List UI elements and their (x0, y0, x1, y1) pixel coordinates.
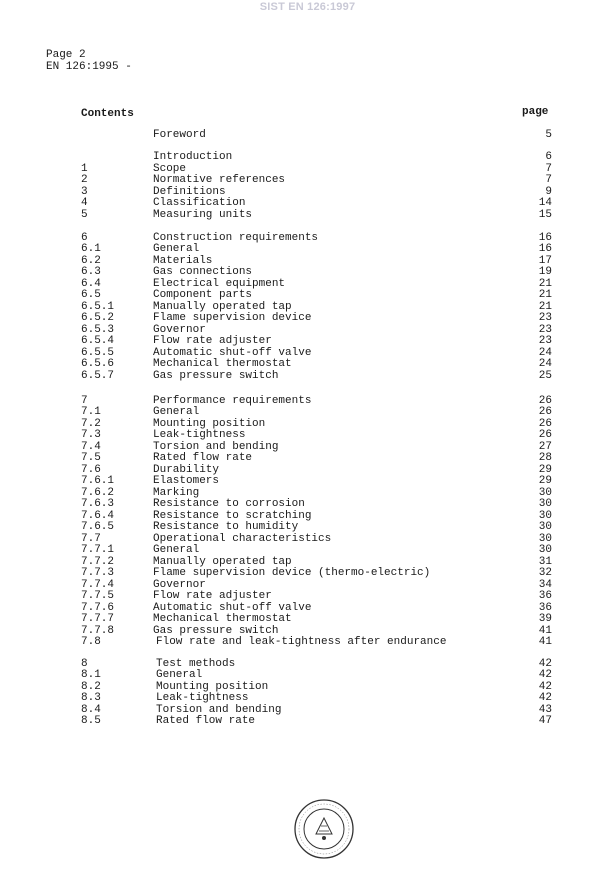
toc-section-title: Classification (153, 197, 246, 209)
toc-page-number: 42 (538, 669, 552, 681)
toc-section-number: 7.7.4 (81, 579, 115, 591)
toc-section-number: 6.5.7 (81, 370, 115, 382)
toc-page-number: 41 (538, 625, 552, 637)
toc-section-number: 6.1 (81, 243, 101, 255)
toc-section-number: 5 (81, 209, 88, 221)
toc-page-number: 19 (538, 266, 552, 278)
toc-page-number: 30 (538, 498, 552, 510)
toc-section-number: 7.7.2 (81, 556, 115, 568)
toc-section-title: Measuring units (153, 209, 253, 221)
toc-row (0, 175, 615, 187)
toc-section-number: 7.6.1 (81, 475, 115, 487)
toc-page-number: 23 (538, 312, 552, 324)
toc-row (0, 545, 615, 557)
toc-page-number: 34 (538, 579, 552, 591)
document-id: EN 126:1995 - (46, 61, 132, 73)
toc-section-title: Performance requirements (153, 395, 312, 407)
toc-section-number: 6.5.6 (81, 358, 115, 370)
toc-row (0, 522, 615, 534)
toc-section-title: Materials (153, 255, 213, 267)
toc-section-title: Durability (153, 464, 220, 476)
toc-section-number: 1 (81, 163, 88, 175)
toc-section-title: Definitions (153, 186, 226, 198)
toc-section-number: 7.3 (81, 429, 101, 441)
toc-section-title: Elastomers (153, 475, 220, 487)
toc-row (0, 670, 615, 682)
toc-section-number: 8.4 (81, 704, 101, 716)
toc-section-number: 7.6 (81, 464, 101, 476)
toc-page-number: 6 (545, 151, 552, 163)
toc-section-title: Flame supervision device (thermo-electric) (153, 567, 431, 579)
toc-page-number: 9 (545, 186, 552, 198)
watermark: SIST EN 126:1997 (259, 1, 356, 13)
toc-page-number: 7 (545, 163, 552, 175)
toc-page-number: 27 (538, 441, 552, 453)
toc-section-title: Flame supervision device (153, 312, 312, 324)
toc-row (0, 371, 615, 383)
toc-section-number: 4 (81, 197, 88, 209)
toc-section-number: 7.7.5 (81, 590, 115, 602)
toc-page-number: 24 (538, 358, 552, 370)
toc-row (0, 637, 615, 649)
toc-row (0, 568, 615, 580)
toc-row (0, 476, 615, 488)
toc-page-number: 36 (538, 602, 552, 614)
toc-row (0, 614, 615, 626)
toc-section-number: 6.3 (81, 266, 101, 278)
toc-section-title: Automatic shut-off valve (153, 347, 312, 359)
toc-section-title: Normative references (153, 174, 286, 186)
institute-seal-stamp (293, 798, 355, 860)
toc-row (0, 187, 615, 199)
toc-section-title: Construction requirements (153, 232, 319, 244)
toc-page-number: 26 (538, 406, 552, 418)
toc-row (0, 210, 615, 222)
toc-section-title: Automatic shut-off valve (153, 602, 312, 614)
toc-row (0, 164, 615, 176)
toc-section-title: Foreword (153, 129, 206, 141)
toc-section-title: Governor (153, 324, 206, 336)
toc-section-title: General (156, 669, 203, 681)
toc-section-number: 6.5.2 (81, 312, 115, 324)
toc-section-title: Flow rate adjuster (153, 335, 272, 347)
toc-section-number: 7.1 (81, 406, 101, 418)
toc-section-number: 8.5 (81, 715, 101, 727)
toc-section-title: Resistance to humidity (153, 521, 299, 533)
toc-page-number: 5 (545, 129, 552, 141)
toc-section-number: 6.5.5 (81, 347, 115, 359)
toc-page-number: 21 (538, 301, 552, 313)
toc-section-number: 7.6.5 (81, 521, 115, 533)
toc-row (0, 591, 615, 603)
toc-section-title: Leak-tightness (156, 692, 249, 704)
toc-section-number: 6.5 (81, 289, 101, 301)
toc-row (0, 430, 615, 442)
toc-section-number: 8.1 (81, 669, 101, 681)
toc-section-number: 7.7 (81, 533, 101, 545)
toc-section-number: 7.7.3 (81, 567, 115, 579)
toc-section-number: 7.6.3 (81, 498, 115, 510)
toc-section-number: 3 (81, 186, 88, 198)
toc-section-number: 6.2 (81, 255, 101, 267)
toc-page-number: 14 (538, 197, 552, 209)
toc-section-title: Rated flow rate (156, 715, 256, 727)
toc-section-number: 7.7.8 (81, 625, 115, 637)
toc-section-number: 7.7.1 (81, 544, 115, 556)
toc-section-title: Leak-tightness (153, 429, 246, 441)
toc-page-number: 17 (538, 255, 552, 267)
toc-section-title: Operational characteristics (153, 533, 332, 545)
toc-page-number: 21 (538, 278, 552, 290)
toc-page-number: 7 (545, 174, 552, 186)
toc-page-number: 15 (538, 209, 552, 221)
toc-section-title: Gas connections (153, 266, 253, 278)
toc-section-number: 6.5.4 (81, 335, 115, 347)
toc-section-number: 8.3 (81, 692, 101, 704)
toc-section-title: Mechanical thermostat (153, 613, 292, 625)
toc-section-number: 6.5.3 (81, 324, 115, 336)
toc-page-number: 24 (538, 347, 552, 359)
toc-row (0, 290, 615, 302)
page-number-label: Page 2 (46, 49, 86, 61)
toc-row (0, 499, 615, 511)
toc-page-number: 30 (538, 510, 552, 522)
toc-page-number: 16 (538, 243, 552, 255)
toc-section-title: General (153, 243, 200, 255)
toc-page-number: 26 (538, 418, 552, 430)
toc-section-title: Resistance to corrosion (153, 498, 305, 510)
toc-section-number: 7.4 (81, 441, 101, 453)
toc-section-number: 7.8 (81, 636, 101, 648)
toc-section-title: Introduction (153, 151, 233, 163)
toc-section-title: Electrical equipment (153, 278, 286, 290)
toc-section-number: 7.2 (81, 418, 101, 430)
toc-section-number: 7.7.7 (81, 613, 115, 625)
toc-row (0, 359, 615, 371)
toc-page-number: 28 (538, 452, 552, 464)
toc-row (0, 198, 615, 210)
toc-row (0, 716, 615, 728)
toc-section-number: 6 (81, 232, 88, 244)
toc-section-title: Flow rate adjuster (153, 590, 272, 602)
toc-page-number: 25 (538, 370, 552, 382)
toc-page-number: 21 (538, 289, 552, 301)
toc-section-title: General (153, 544, 200, 556)
toc-section-title: Marking (153, 487, 200, 499)
toc-page-number: 29 (538, 464, 552, 476)
toc-page-number: 30 (538, 544, 552, 556)
toc-section-number: 6.4 (81, 278, 101, 290)
toc-row (0, 244, 615, 256)
toc-section-title: Gas pressure switch (153, 625, 279, 637)
toc-section-number: 7.7.6 (81, 602, 115, 614)
toc-page-number: 43 (538, 704, 552, 716)
toc-row (0, 152, 615, 164)
toc-section-title: Flow rate and leak-tightness after endurance (156, 636, 447, 648)
toc-section-number: 7.6.2 (81, 487, 115, 499)
toc-section-title: Torsion and bending (153, 441, 279, 453)
toc-page-number: 29 (538, 475, 552, 487)
toc-section-number: 7.5 (81, 452, 101, 464)
toc-section-number: 2 (81, 174, 88, 186)
toc-section-title: Mechanical thermostat (153, 358, 292, 370)
toc-section-title: Rated flow rate (153, 452, 253, 464)
toc-section-title: Component parts (153, 289, 253, 301)
toc-page-number: 16 (538, 232, 552, 244)
toc-page-number: 26 (538, 395, 552, 407)
toc-section-title: General (153, 406, 200, 418)
toc-page-number: 31 (538, 556, 552, 568)
toc-page-number: 23 (538, 335, 552, 347)
toc-section-number: 7.6.4 (81, 510, 115, 522)
toc-page-number: 30 (538, 487, 552, 499)
toc-section-number: 8.2 (81, 681, 101, 693)
toc-section-title: Governor (153, 579, 206, 591)
toc-page-number: 32 (538, 567, 552, 579)
toc-page-number: 30 (538, 533, 552, 545)
toc-section-title: Resistance to scratching (153, 510, 312, 522)
page-column-heading: page (522, 106, 549, 118)
toc-page-number: 42 (538, 658, 552, 670)
toc-page-number: 42 (538, 681, 552, 693)
toc-row (0, 130, 615, 142)
toc-page-number: 30 (538, 521, 552, 533)
toc-section-title: Mounting position (156, 681, 269, 693)
toc-row (0, 453, 615, 465)
toc-page-number: 39 (538, 613, 552, 625)
toc-row (0, 693, 615, 705)
toc-page-number: 42 (538, 692, 552, 704)
toc-section-title: Test methods (156, 658, 236, 670)
toc-page-number: 26 (538, 429, 552, 441)
toc-section-title: Manually operated tap (153, 556, 292, 568)
toc-section-title: Torsion and bending (156, 704, 282, 716)
toc-row (0, 407, 615, 419)
toc-page-number: 41 (538, 636, 552, 648)
toc-section-number: 7 (81, 395, 88, 407)
toc-section-title: Scope (153, 163, 187, 175)
toc-row (0, 267, 615, 279)
toc-row (0, 336, 615, 348)
toc-row (0, 313, 615, 325)
toc-section-number: 6.5.1 (81, 301, 115, 313)
contents-heading: Contents (81, 108, 134, 120)
toc-section-number: 8 (81, 658, 88, 670)
toc-page-number: 36 (538, 590, 552, 602)
toc-section-title: Manually operated tap (153, 301, 292, 313)
toc-page-number: 23 (538, 324, 552, 336)
toc-section-title: Gas pressure switch (153, 370, 279, 382)
toc-section-title: Mounting position (153, 418, 266, 430)
toc-page-number: 47 (538, 715, 552, 727)
